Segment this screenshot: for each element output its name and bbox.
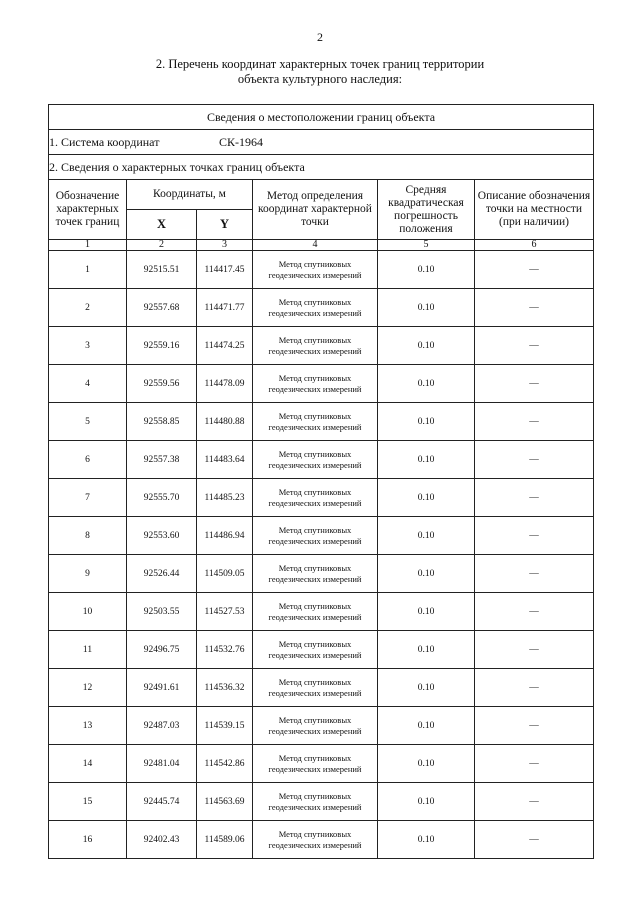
section-title: Сведения о местоположении границ объекта	[49, 105, 594, 130]
column-number-row	[49, 240, 594, 251]
header-coordinates: Координаты, м	[127, 180, 253, 210]
cell-point-number: 3	[49, 327, 127, 365]
cell-error: 0.10	[378, 821, 475, 859]
coord-system-value: СК-1964	[219, 134, 264, 149]
cell-description: —	[475, 707, 594, 745]
coord-system-row	[49, 130, 594, 155]
cell-method: Метод спутниковых геодезических измерений	[253, 555, 378, 593]
table-row	[49, 327, 594, 365]
cell-description: —	[475, 251, 594, 289]
cell-x: 92553.60	[127, 517, 197, 555]
header-y: Y	[197, 210, 253, 240]
cell-error: 0.10	[378, 631, 475, 669]
cell-description: —	[475, 669, 594, 707]
table-row	[49, 289, 594, 327]
points-section-row	[49, 155, 594, 180]
cell-method: Метод спутниковых геодезических измерений	[253, 289, 378, 327]
cell-point-number: 15	[49, 783, 127, 821]
cell-description: —	[475, 327, 594, 365]
cell-method: Метод спутниковых геодезических измерений	[253, 327, 378, 365]
cell-error: 0.10	[378, 365, 475, 403]
cell-method: Метод спутниковых геодезических измерений	[253, 707, 378, 745]
column-number: 3	[197, 240, 253, 251]
cell-x: 92503.55	[127, 593, 197, 631]
column-number: 2	[127, 240, 197, 251]
cell-y: 114471.77	[197, 289, 253, 327]
cell-description: —	[475, 555, 594, 593]
cell-y: 114483.64	[197, 441, 253, 479]
cell-method: Метод спутниковых геодезических измерений	[253, 669, 378, 707]
cell-method: Метод спутниковых геодезических измерений	[253, 783, 378, 821]
cell-x: 92557.68	[127, 289, 197, 327]
cell-y: 114589.06	[197, 821, 253, 859]
cell-error: 0.10	[378, 555, 475, 593]
cell-method: Метод спутниковых геодезических измерений	[253, 745, 378, 783]
cell-y: 114563.69	[197, 783, 253, 821]
cell-x: 92559.16	[127, 327, 197, 365]
cell-x: 92558.85	[127, 403, 197, 441]
cell-description: —	[475, 745, 594, 783]
cell-description: —	[475, 593, 594, 631]
cell-x: 92555.70	[127, 479, 197, 517]
cell-error: 0.10	[378, 745, 475, 783]
cell-description: —	[475, 517, 594, 555]
column-number: 4	[253, 240, 378, 251]
cell-description: —	[475, 289, 594, 327]
cell-method: Метод спутниковых геодезических измерений	[253, 365, 378, 403]
header-error: Средняя квадратическая погрешность положения	[378, 180, 475, 240]
cell-x: 92557.38	[127, 441, 197, 479]
coord-system-label: 1. Система координат	[49, 134, 160, 149]
table-row	[49, 517, 594, 555]
cell-method: Метод спутниковых геодезических измерений	[253, 631, 378, 669]
cell-error: 0.10	[378, 783, 475, 821]
cell-point-number: 13	[49, 707, 127, 745]
column-number: 1	[49, 240, 127, 251]
cell-x: 92481.04	[127, 745, 197, 783]
cell-method: Метод спутниковых геодезических измерений	[253, 441, 378, 479]
cell-error: 0.10	[378, 593, 475, 631]
header-method: Метод определения координат характерной точки	[253, 180, 378, 240]
cell-point-number: 14	[49, 745, 127, 783]
cell-method: Метод спутниковых геодезических измерений	[253, 517, 378, 555]
cell-error: 0.10	[378, 441, 475, 479]
column-number: 5	[378, 240, 475, 251]
cell-y: 114486.94	[197, 517, 253, 555]
cell-description: —	[475, 631, 594, 669]
table-row	[49, 441, 594, 479]
cell-description: —	[475, 403, 594, 441]
cell-point-number: 4	[49, 365, 127, 403]
cell-method: Метод спутниковых геодезических измерений	[253, 403, 378, 441]
column-number: 6	[475, 240, 594, 251]
table-row	[49, 707, 594, 745]
table-row	[49, 593, 594, 631]
cell-y: 114532.76	[197, 631, 253, 669]
cell-point-number: 1	[49, 251, 127, 289]
cell-point-number: 8	[49, 517, 127, 555]
cell-point-number: 11	[49, 631, 127, 669]
cell-error: 0.10	[378, 289, 475, 327]
cell-y: 114527.53	[197, 593, 253, 631]
cell-x: 92402.43	[127, 821, 197, 859]
cell-x: 92487.03	[127, 707, 197, 745]
cell-point-number: 2	[49, 289, 127, 327]
cell-error: 0.10	[378, 479, 475, 517]
cell-error: 0.10	[378, 327, 475, 365]
cell-x: 92559.56	[127, 365, 197, 403]
section-title-row	[49, 105, 594, 130]
cell-y: 114536.32	[197, 669, 253, 707]
coord-system-cell	[49, 130, 594, 155]
table-row	[49, 745, 594, 783]
cell-y: 114542.86	[197, 745, 253, 783]
header-designation: Обозначение характерных точек границ	[49, 180, 127, 240]
table-row	[49, 631, 594, 669]
cell-y: 114539.15	[197, 707, 253, 745]
table-row	[49, 251, 594, 289]
cell-description: —	[475, 365, 594, 403]
cell-method: Метод спутниковых геодезических измерений	[253, 821, 378, 859]
cell-point-number: 16	[49, 821, 127, 859]
coordinates-table	[48, 104, 594, 859]
cell-point-number: 10	[49, 593, 127, 631]
cell-method: Метод спутниковых геодезических измерений	[253, 479, 378, 517]
cell-y: 114480.88	[197, 403, 253, 441]
cell-y: 114485.23	[197, 479, 253, 517]
table-row	[49, 403, 594, 441]
cell-x: 92515.51	[127, 251, 197, 289]
title-line-1: 2. Перечень координат характерных точек границ территории	[155, 57, 485, 71]
table-row	[49, 365, 594, 403]
cell-description: —	[475, 821, 594, 859]
cell-x: 92496.75	[127, 631, 197, 669]
page-number: 2	[317, 30, 323, 44]
title-line-2: объекта культурного наследия:	[237, 72, 403, 86]
cell-error: 0.10	[378, 669, 475, 707]
cell-point-number: 5	[49, 403, 127, 441]
cell-x: 92491.61	[127, 669, 197, 707]
cell-description: —	[475, 783, 594, 821]
table-row	[49, 555, 594, 593]
cell-x: 92445.74	[127, 783, 197, 821]
points-section-title: 2. Сведения о характерных точках границ объекта	[49, 155, 594, 180]
cell-x: 92526.44	[127, 555, 197, 593]
cell-error: 0.10	[378, 707, 475, 745]
cell-error: 0.10	[378, 403, 475, 441]
table-row	[49, 821, 594, 859]
cell-error: 0.10	[378, 517, 475, 555]
header-description: Описание обозначения точки на местности (при наличии)	[475, 180, 594, 240]
table-row	[49, 479, 594, 517]
table-row	[49, 783, 594, 821]
cell-point-number: 6	[49, 441, 127, 479]
cell-description: —	[475, 441, 594, 479]
cell-y: 114478.09	[197, 365, 253, 403]
cell-y: 114509.05	[197, 555, 253, 593]
table-row	[49, 669, 594, 707]
cell-y: 114474.25	[197, 327, 253, 365]
cell-point-number: 7	[49, 479, 127, 517]
cell-point-number: 9	[49, 555, 127, 593]
header-x: X	[127, 210, 197, 240]
header-row-top	[49, 180, 594, 210]
cell-point-number: 12	[49, 669, 127, 707]
cell-method: Метод спутниковых геодезических измерений	[253, 593, 378, 631]
document-title	[60, 57, 580, 87]
cell-description: —	[475, 479, 594, 517]
cell-error: 0.10	[378, 251, 475, 289]
cell-method: Метод спутниковых геодезических измерений	[253, 251, 378, 289]
cell-y: 114417.45	[197, 251, 253, 289]
